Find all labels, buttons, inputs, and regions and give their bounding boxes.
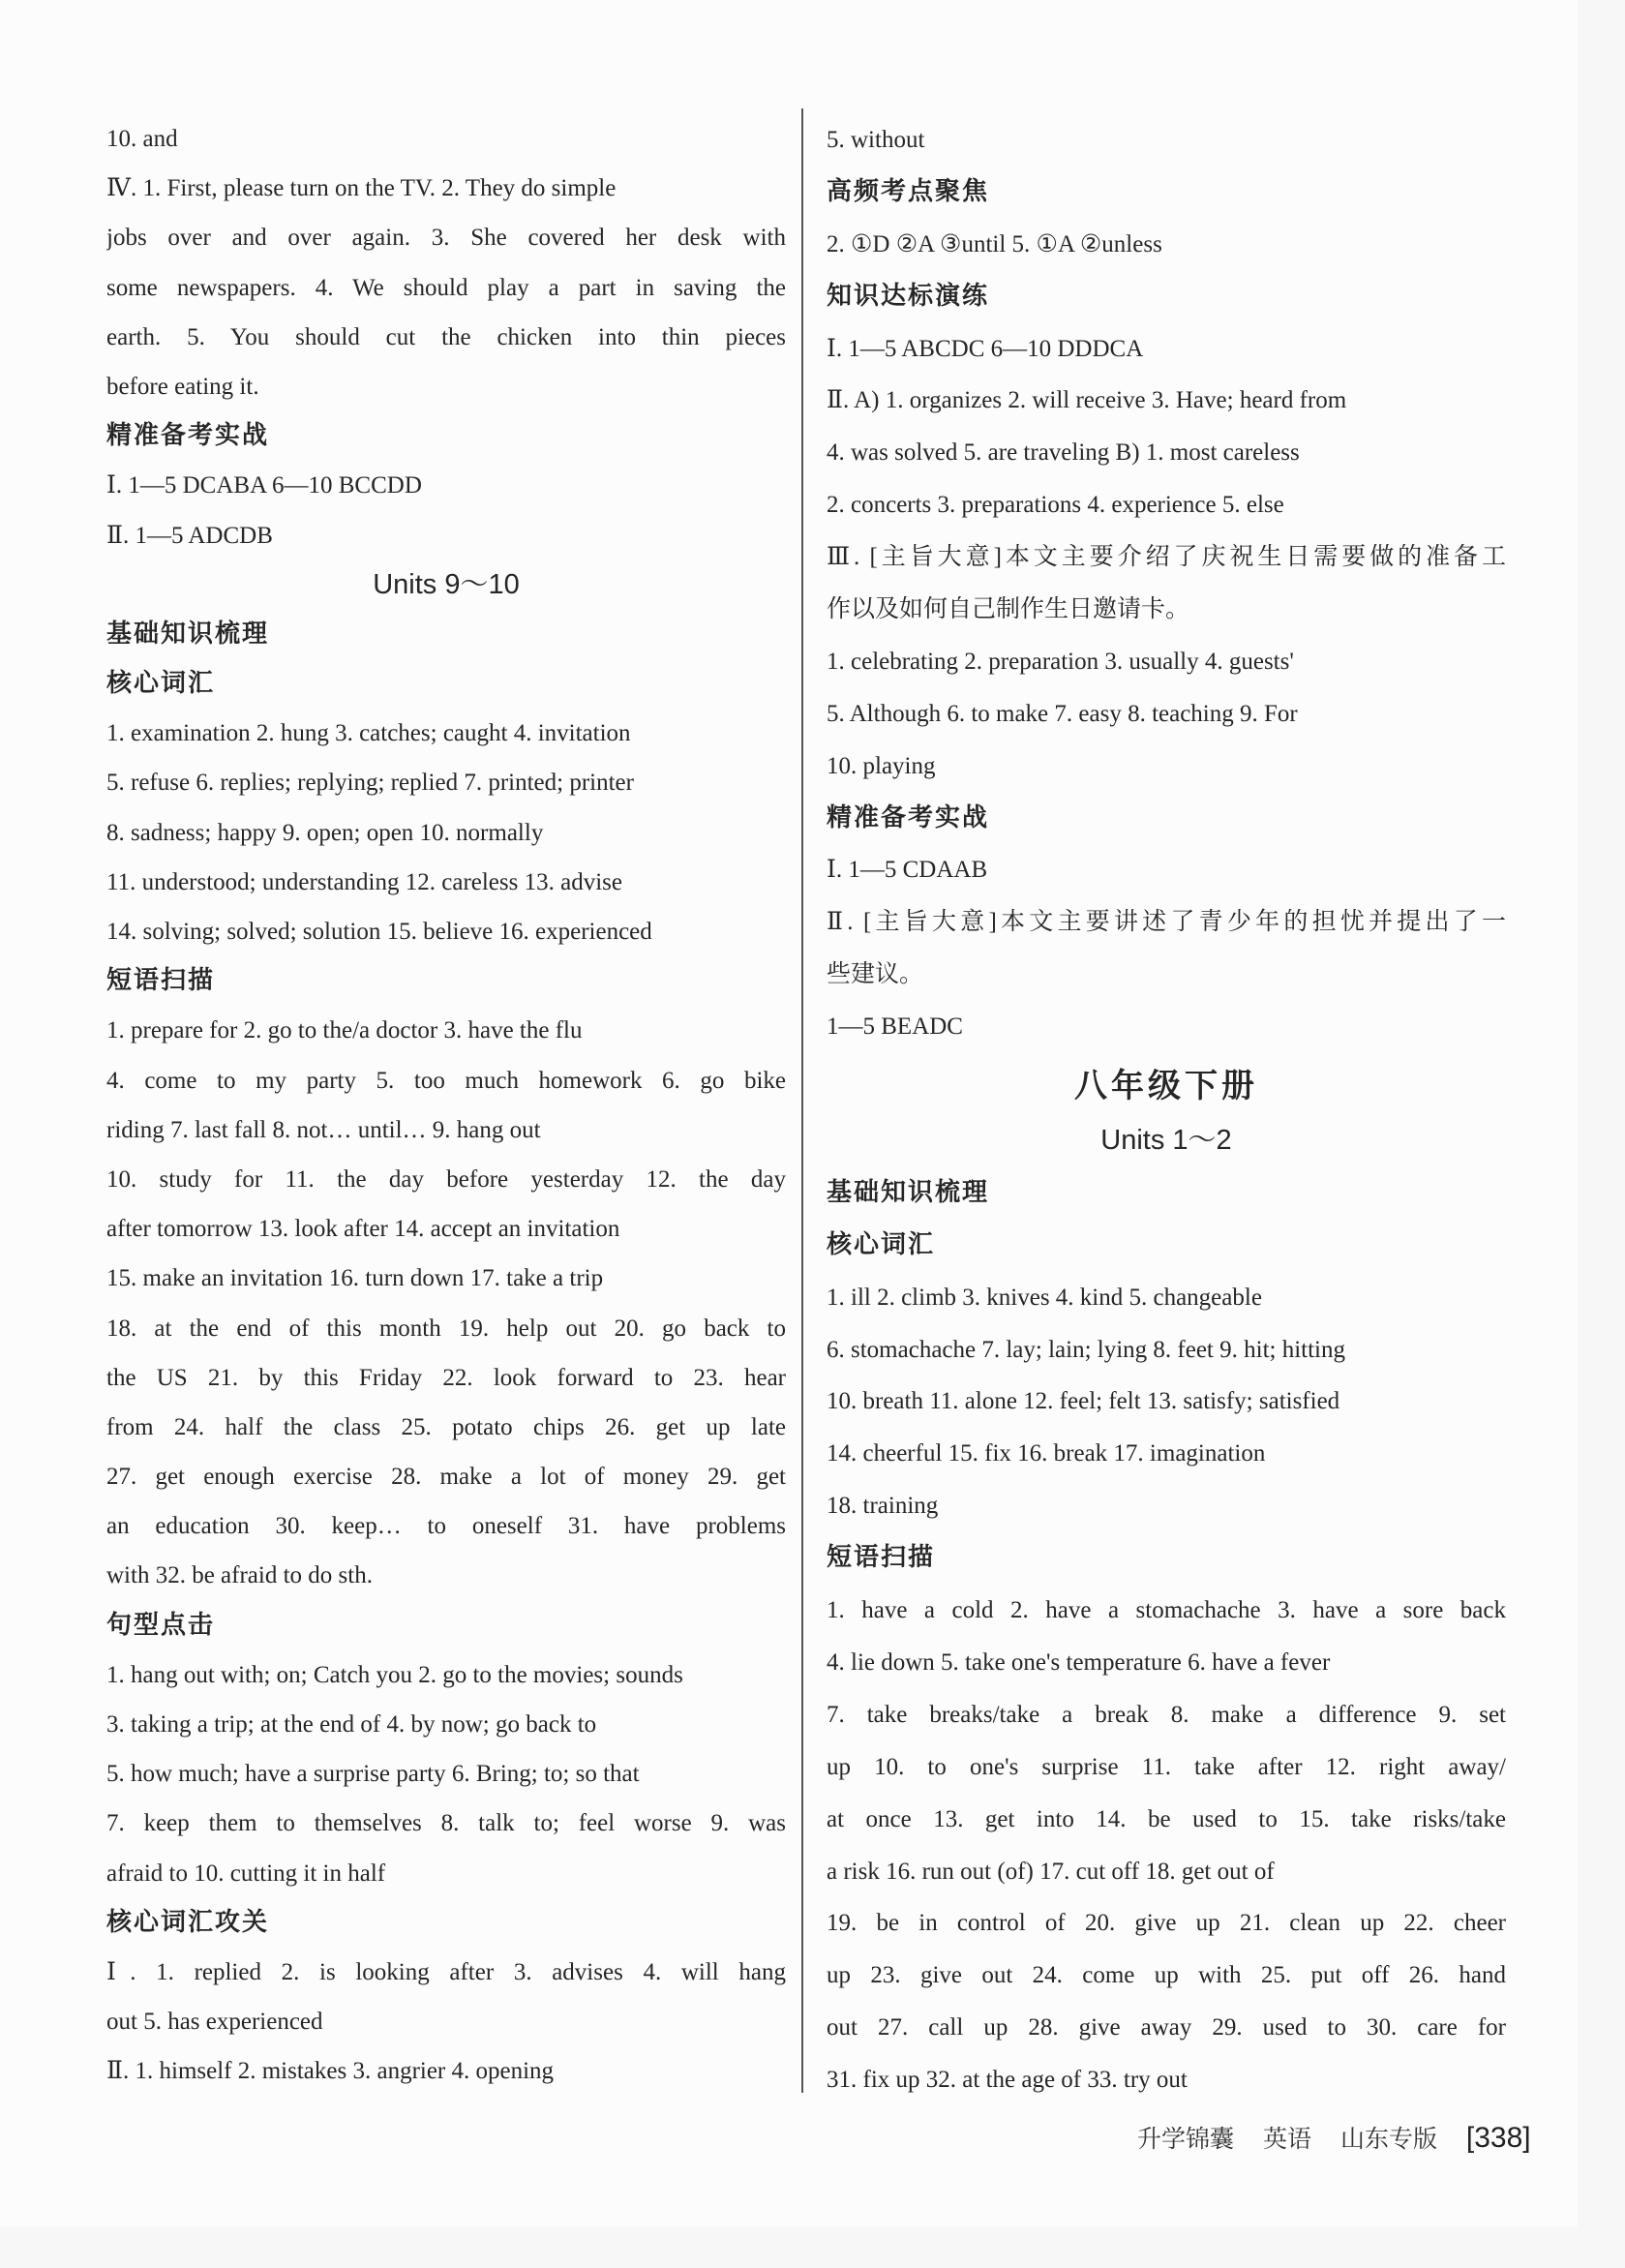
answer-line: from 24. half the class 25. potato chips 26. get up late (106, 1413, 786, 1440)
answer-line: some newspapers. 4. We should play a part in saving the (106, 274, 786, 301)
answer-line: 1. prepare for 2. go to the/a doctor 3. have the flu (106, 1017, 583, 1044)
answer-line: 4. lie down 5. take one's temperature 6. have a fever (827, 1648, 1331, 1676)
answer-line: 2. concerts 3. preparations 4. experience 5. else (827, 492, 1284, 519)
answer-line: 5. without (827, 127, 925, 153)
answer-line: Ⅰ. 1—5 DCABA 6—10 BCCDD (106, 472, 422, 499)
section-heading: 核心词汇攻关 (106, 1907, 270, 1937)
answer-line: with 32. be afraid to do sth. (106, 1562, 373, 1589)
footer-book-title: 升学锦囊 (1137, 2125, 1235, 2153)
answer-line: earth. 5. You should cut the chicken into thin pieces (106, 323, 786, 350)
answer-line: out 27. call up 28. give away 29. used to 30. care for (827, 2014, 1506, 2041)
answer-line: jobs over and over again. 3. She covered her desk with (106, 225, 786, 252)
answer-line: Ⅱ. 1. himself 2. mistakes 3. angrier 4. opening (106, 2058, 555, 2085)
answer-line: up 23. give out 24. come up with 25. put off 26. hand (827, 1962, 1506, 1989)
answer-line: Ⅳ. 1. First, please turn on the TV. 2. They do simple (106, 175, 617, 202)
footer-subject: 英语 (1262, 2125, 1311, 2153)
answer-line: at once 13. get into 14. be used to 15. take risks/take (827, 1805, 1506, 1832)
answer-line: up 10. to one's surprise 11. take after 12. right away/ (827, 1753, 1506, 1780)
answer-line: 1. have a cold 2. have a stomachache 3. have a sore back (827, 1597, 1506, 1624)
answer-line: 3. taking a trip; at the end of 4. by now; go back to (106, 1711, 597, 1738)
answer-line: Ⅲ. [主旨大意]本文主要介绍了庆祝生日需要做的准备工 (827, 544, 1506, 571)
answer-line: 4. was solved 5. are traveling B) 1. most careless (827, 439, 1300, 467)
answer-line: 18. training (827, 1493, 939, 1520)
answer-line: the US 21. by this Friday 22. look forward to 23. hear (106, 1364, 786, 1391)
answer-line: 19. be in control of 20. give up 21. clean up 22. cheer (827, 1910, 1506, 1937)
answer-line: after tomorrow 13. look after 14. accept an invitation (106, 1216, 620, 1243)
answer-line: 31. fix up 32. at the age of 33. try out (827, 2067, 1188, 2094)
answer-line: an education 30. keep… to oneself 31. have problems (106, 1513, 786, 1540)
answer-line: 1. ill 2. climb 3. knives 4. kind 5. changeable (827, 1284, 1262, 1311)
left-column (106, 114, 786, 2097)
section-heading: 核心词汇 (106, 669, 216, 699)
section-heading: 短语扫描 (106, 966, 216, 996)
answer-line: Ⅱ. A) 1. organizes 2. will receive 3. Have; heard from (827, 387, 1347, 414)
answer-line: a risk 16. run out (of) 17. cut off 18. get out of (827, 1858, 1275, 1885)
section-heading: 短语扫描 (827, 1543, 936, 1573)
unit-heading: Units 9～10 (373, 568, 520, 600)
section-heading: 句型点击 (106, 1610, 216, 1640)
answer-line: 7. take breaks/take a break 8. make a difference 9. set (827, 1701, 1506, 1728)
section-heading: 知识达标演练 (827, 281, 990, 311)
section-heading: 基础知识梳理 (827, 1177, 990, 1207)
footer-edition: 山东专版 (1339, 2125, 1437, 2153)
answer-line: 作以及如何自己制作生日邀请卡。 (827, 596, 1190, 623)
section-heading: 高频考点聚焦 (827, 176, 990, 206)
answer-line: 1. celebrating 2. preparation 3. usually 4. guests' (827, 648, 1294, 675)
answer-line: 5. Although 6. to make 7. easy 8. teaching 9. For (827, 700, 1298, 727)
answer-line: 5. how much; have a surprise party 6. Bring; to; so that (106, 1761, 640, 1788)
answer-line: out 5. has experienced (106, 2009, 323, 2036)
answer-line: 10. breath 11. alone 12. feel; felt 13. satisfy; satisfied (827, 1388, 1340, 1415)
answer-line: 6. stomachache 7. lay; lain; lying 8. feet 9. hit; hitting (827, 1336, 1345, 1363)
grade-heading: 八年级下册 (1074, 1067, 1258, 1106)
answer-line: 10. playing (827, 752, 936, 779)
answer-line: Ⅱ. 1—5 ADCDB (106, 522, 273, 549)
answer-line: riding 7. last fall 8. not… until… 9. hang out (106, 1116, 541, 1143)
section-heading: 核心词汇 (827, 1229, 936, 1259)
answer-line: 7. keep them to themselves 8. talk to; feel worse 9. was (106, 1810, 786, 1837)
answer-line: 14. solving; solved; solution 15. believe 16. experienced (106, 919, 652, 945)
answer-line: Ⅱ. [主旨大意]本文主要讲述了青少年的担忧并提出了一 (827, 909, 1506, 936)
page-number: [338] (1465, 2122, 1531, 2154)
answer-line: 18. at the end of this month 19. help out 20. go back to (106, 1315, 786, 1342)
answer-line: 1. examination 2. hung 3. catches; caught 4. invitation (106, 720, 631, 747)
answer-line: 8. sadness; happy 9. open; open 10. normally (106, 819, 544, 846)
answer-line: 1—5 BEADC (827, 1013, 963, 1041)
answer-line: 5. refuse 6. replies; replying; replied 7. printed; printer (106, 770, 634, 797)
answer-line: 15. make an invitation 16. turn down 17. take a trip (106, 1265, 604, 1292)
answer-line: afraid to 10. cutting it in half (106, 1860, 386, 1887)
page-footer (1137, 2120, 1552, 2155)
answer-line: 些建议。 (827, 961, 924, 988)
right-column (827, 114, 1506, 2106)
answer-line: 14. cheerful 15. fix 16. break 17. imagination (827, 1440, 1266, 1467)
answer-line: 2. ①D ②A ③until 5. ①A ②unless (827, 230, 1162, 257)
section-heading: 精准备考实战 (827, 802, 990, 832)
section-heading: 精准备考实战 (106, 421, 270, 451)
answer-line: 4. come to my party 5. too much homework 6. go bike (106, 1067, 786, 1094)
unit-heading: Units 1～2 (1100, 1125, 1232, 1157)
column-divider (801, 108, 803, 2093)
answer-line: Ⅰ. 1—5 ABCDC 6—10 DDDCA (827, 335, 1144, 362)
answer-line: 27. get enough exercise 28. make a lot of money 29. get (106, 1464, 786, 1491)
answer-line: before eating it. (106, 373, 259, 400)
answer-line: Ⅰ. 1. replied 2. is looking after 3. advises 4. will hang (106, 1958, 786, 1985)
answer-line: 11. understood; understanding 12. careless 13. advise (106, 868, 622, 895)
answer-line: Ⅰ. 1—5 CDAAB (827, 857, 988, 884)
section-heading: 基础知识梳理 (106, 619, 270, 649)
answer-line: 1. hang out with; on; Catch you 2. go to the movies; sounds (106, 1661, 683, 1688)
answer-line: 10. study for 11. the day before yesterday 12. the day (106, 1165, 786, 1193)
answer-line: 10. and (106, 126, 178, 152)
